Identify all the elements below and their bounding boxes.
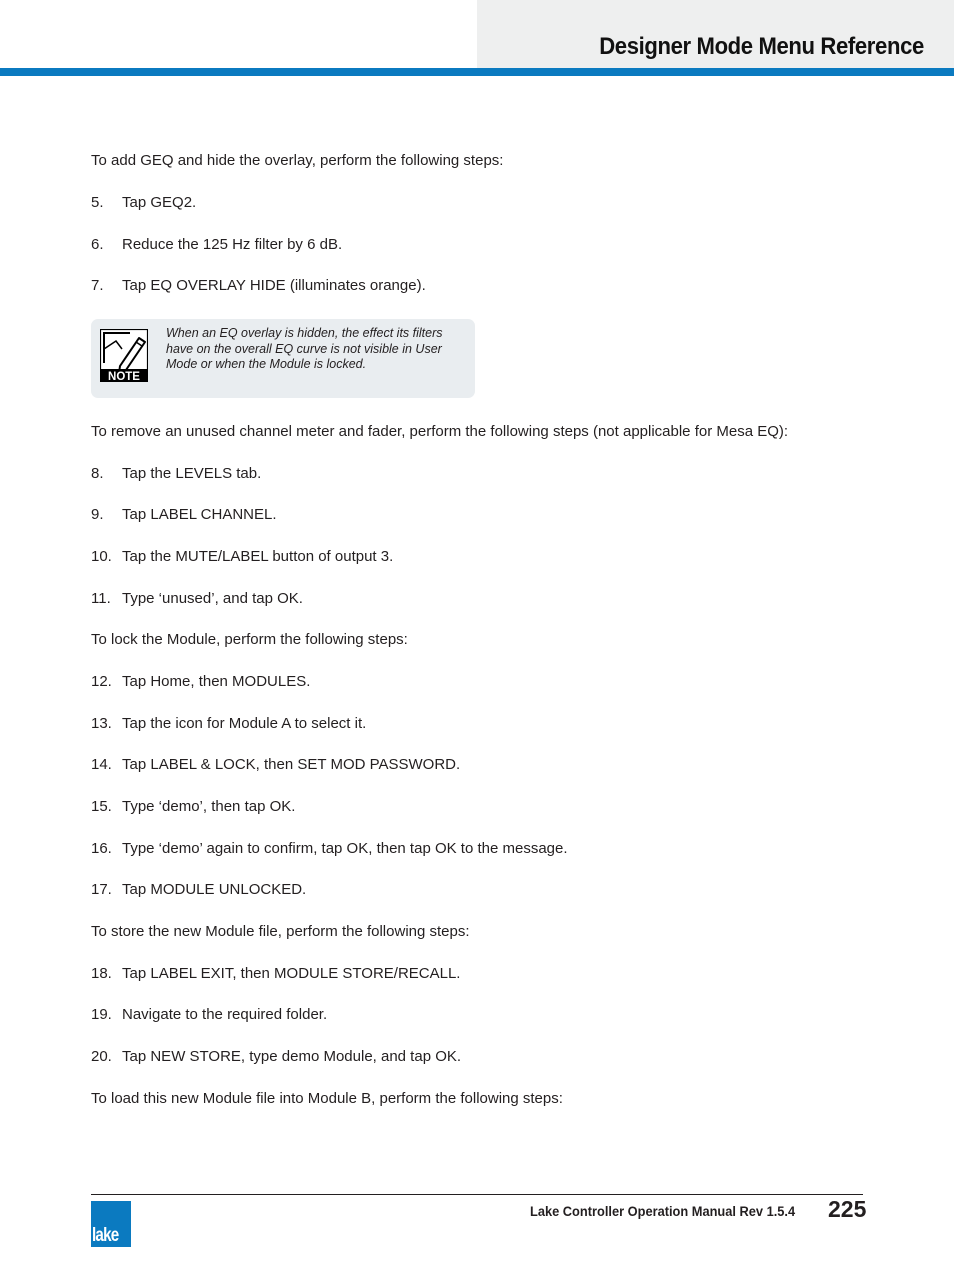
step-number: 15. — [91, 798, 112, 815]
step-number: 20. — [91, 1048, 112, 1065]
step-text: Tap LABEL CHANNEL. — [122, 506, 277, 523]
step-number: 14. — [91, 756, 112, 773]
list-item — [91, 506, 277, 524]
list-item — [91, 715, 366, 733]
page-title: Designer Mode Menu Reference — [599, 33, 924, 60]
note-text: When an EQ overlay is hidden, the effect its filters have on the overall EQ curve is not visible in User Mode or when the Module is locked. — [166, 326, 443, 371]
list-item — [91, 881, 306, 899]
list-item — [91, 548, 393, 566]
list-item — [91, 673, 310, 691]
list-item — [91, 756, 460, 774]
note-pencil-icon — [100, 329, 148, 382]
paragraph: To store the new Module file, perform the following steps: — [91, 923, 470, 940]
list-item — [91, 236, 342, 254]
step-text: Tap Home, then MODULES. — [122, 673, 311, 690]
step-text: Tap LABEL & LOCK, then SET MOD PASSWORD. — [122, 756, 461, 773]
step-number: 18. — [91, 965, 112, 982]
list-item — [91, 194, 196, 212]
lake-logo — [91, 1201, 131, 1247]
list-item — [91, 1006, 327, 1024]
list-item — [91, 277, 426, 295]
paragraph: To add GEQ and hide the overlay, perform the following steps: — [91, 152, 504, 169]
step-text: Tap LABEL EXIT, then MODULE STORE/RECALL. — [122, 965, 461, 982]
step-number: 17. — [91, 881, 112, 898]
page-number: 225 — [828, 1196, 867, 1222]
list-item — [91, 965, 460, 983]
step-number: 16. — [91, 840, 112, 857]
list-item — [91, 590, 303, 608]
step-number: 12. — [91, 673, 112, 690]
step-text: Navigate to the required folder. — [122, 1006, 328, 1023]
step-text: Type ‘demo’ again to confirm, tap OK, then tap OK to the message. — [122, 840, 568, 857]
step-number: 8. — [91, 465, 104, 482]
paragraph: To remove an unused channel meter and fader, perform the following steps (not applicable for Mesa EQ): — [91, 423, 789, 440]
footer-divider — [91, 1194, 863, 1195]
logo-text: lake — [92, 1225, 119, 1246]
list-item — [91, 840, 568, 858]
note-icon-label: NOTE — [108, 371, 140, 382]
step-text: Type ‘demo’, then tap OK. — [122, 798, 296, 815]
note-callout — [91, 319, 475, 398]
step-text: Tap NEW STORE, type demo Module, and tap OK. — [122, 1048, 462, 1065]
list-item — [91, 798, 295, 816]
step-number: 19. — [91, 1006, 112, 1023]
step-text: Type ‘unused’, and tap OK. — [122, 590, 303, 607]
step-number: 5. — [91, 194, 104, 211]
step-number: 11. — [91, 590, 111, 607]
paragraph: To load this new Module file into Module B, perform the following steps: — [91, 1090, 563, 1107]
step-text: Tap MODULE UNLOCKED. — [122, 881, 307, 898]
step-number: 13. — [91, 715, 112, 732]
step-text: Tap the icon for Module A to select it. — [122, 715, 367, 732]
step-text: Tap the MUTE/LABEL button of output 3. — [122, 548, 394, 565]
paragraph: To lock the Module, perform the following steps: — [91, 631, 408, 648]
step-text: Tap the LEVELS tab. — [122, 465, 262, 482]
step-number: 7. — [91, 277, 104, 294]
step-text: Tap GEQ2. — [122, 194, 197, 211]
step-text: Tap EQ OVERLAY HIDE (illuminates orange). — [122, 277, 426, 294]
step-number: 10. — [91, 548, 112, 565]
footer-manual-title: Lake Controller Operation Manual Rev 1.5.4 — [530, 1204, 796, 1219]
list-item — [91, 465, 261, 483]
step-text: Reduce the 125 Hz filter by 6 dB. — [122, 236, 343, 253]
step-number: 6. — [91, 236, 104, 253]
list-item — [91, 1048, 461, 1066]
step-number: 9. — [91, 506, 104, 523]
header-divider — [0, 68, 954, 76]
